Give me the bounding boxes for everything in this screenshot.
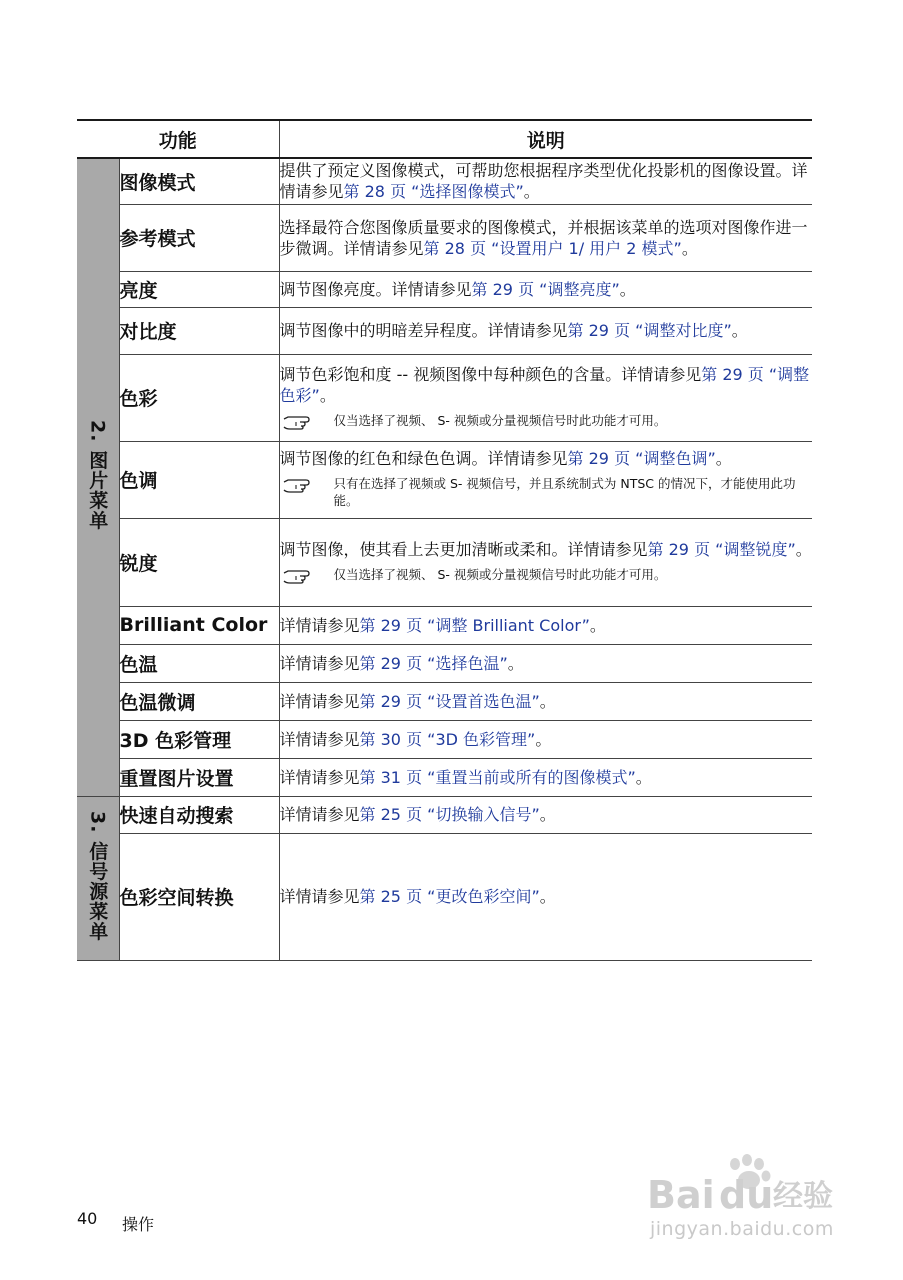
table-row [77, 204, 812, 271]
watermark-logo-cn: 经验 [773, 1179, 833, 1214]
function-name: 对比度 [119, 307, 279, 354]
function-name: 色彩 [119, 354, 279, 441]
function-name: 色温微调 [119, 682, 279, 720]
table-row [77, 796, 812, 833]
table-row [77, 720, 812, 758]
page-reference-link[interactable]: 第 25 页 “更改色彩空间” [359, 887, 540, 906]
watermark-url: jingyan.baidu.com [650, 1218, 834, 1240]
pointing-hand-icon [282, 475, 322, 493]
table-row [77, 758, 812, 796]
page-reference-link[interactable]: 第 30 页 “3D 色彩管理” [359, 729, 536, 749]
page-reference-link[interactable]: 第 29 页 “调整亮度” [471, 279, 620, 299]
function-description: 详情请参见第 29 页 “设置首选色温”。 [279, 682, 812, 720]
function-description: 调节图像亮度。详情请参见第 29 页 “调整亮度”。 [279, 271, 812, 307]
function-name: 3D 色彩管理 [119, 720, 279, 758]
function-description: 调节图像，使其看上去更加清晰或柔和。详情请参见第 29 页 “调整锐度”。 仅当选择了视频、 S- 视频或分量视频信号时此功能才可用。 [279, 518, 812, 606]
page-reference-link[interactable]: 第 29 页 “调整对比度” [567, 321, 732, 340]
function-name: 色彩空间转换 [119, 833, 279, 960]
section-label-source-menu: 3. 信号源菜单 [86, 810, 109, 942]
function-name: 色调 [119, 441, 279, 518]
table-row [77, 158, 812, 204]
function-name: 色温 [119, 644, 279, 682]
table-row [77, 271, 812, 307]
function-description: 调节色彩饱和度 -- 视频图像中每种颜色的含量。详情请参见第 29 页 “调整色彩”。 仅当选择了视频、 S- 视频或分量视频信号时此功能才可用。 [279, 354, 812, 441]
table-row [77, 644, 812, 682]
function-name: 快速自动搜索 [119, 796, 279, 833]
function-description: 详情请参见第 31 页 “重置当前或所有的图像模式”。 [279, 758, 812, 796]
page-reference-link[interactable]: 第 29 页 “调整色彩” [279, 364, 810, 405]
table-row [77, 518, 812, 606]
function-description: 调节图像中的明暗差异程度。详情请参见第 29 页 “调整对比度”。 [279, 307, 812, 354]
function-description: 详情请参见第 30 页 “3D 色彩管理”。 [279, 720, 812, 758]
header-description: 说明 [279, 120, 812, 158]
footer-section-title: 操作 [122, 1215, 155, 1234]
watermark-logo-suffix: du [719, 1173, 774, 1217]
function-description: 详情请参见第 29 页 “选择色温”。 [279, 644, 812, 682]
table-row [77, 682, 812, 720]
function-description: 详情请参见第 29 页 “调整 Brilliant Color”。 [279, 606, 812, 644]
watermark-logo-text: Bai [647, 1173, 715, 1217]
table-row [77, 354, 812, 441]
section-label-picture-menu: 2. 图片菜单 [86, 420, 109, 531]
table-row [77, 606, 812, 644]
page-reference-link[interactable]: 第 29 页 “调整锐度” [647, 539, 796, 559]
function-description: 详情请参见第 25 页 “更改色彩空间”。 [279, 833, 812, 960]
function-note: 仅当选择了视频、 S- 视频或分量视频信号时此功能才可用。 [280, 566, 813, 584]
page-reference-link[interactable]: 第 29 页 “调整 Brilliant Color” [359, 615, 590, 635]
function-name: 图像模式 [119, 158, 279, 204]
page-reference-link[interactable]: 第 29 页 “调整色调” [567, 449, 716, 468]
pointing-hand-icon [282, 566, 322, 584]
function-name: 锐度 [119, 518, 279, 606]
page-number: 40 [77, 1209, 98, 1228]
table-row [77, 441, 812, 518]
function-description: 提供了预定义图像模式，可帮助您根据程序类型优化投影机的图像设置。详情请参见第 28 页 “选择图像模式”。 [279, 158, 812, 204]
function-note: 仅当选择了视频、 S- 视频或分量视频信号时此功能才可用。 [280, 412, 813, 430]
function-name: 亮度 [119, 271, 279, 307]
page-reference-link[interactable]: 第 28 页 “选择图像模式” [343, 182, 524, 202]
function-name: 重置图片设置 [119, 758, 279, 796]
function-description: 调节图像的红色和绿色色调。详情请参见第 29 页 “调整色调”。 只有在选择了视频或 S- 视频信号，并且系统制式为 NTSC 的情况下，才能使用此功能。 [279, 441, 812, 518]
baidu-jingyan-watermark-logo [645, 1150, 845, 1220]
page-reference-link[interactable]: 第 25 页 “切换输入信号” [359, 805, 540, 824]
section-cell-source-menu [77, 796, 119, 960]
page-reference-link[interactable]: 第 28 页 “设置用户 1/ 用户 2 模式” [423, 238, 682, 258]
menu-function-table [77, 119, 812, 961]
section-cell-picture-menu [77, 158, 119, 796]
pointing-hand-icon [282, 412, 322, 430]
function-description: 选择最符合您图像质量要求的图像模式，并根据该菜单的选项对图像作进一步微调。详情请参见第 28 页 “设置用户 1/ 用户 2 模式”。 [279, 204, 812, 271]
table-header-row [77, 120, 812, 158]
page-reference-link[interactable]: 第 29 页 “选择色温” [359, 653, 508, 673]
header-function: 功能 [77, 120, 279, 158]
function-note: 只有在选择了视频或 S- 视频信号，并且系统制式为 NTSC 的情况下，才能使用此功能。 [280, 475, 813, 509]
function-name: Brilliant Color [119, 606, 279, 644]
function-description: 详情请参见第 25 页 “切换输入信号”。 [279, 796, 812, 833]
table-row [77, 833, 812, 960]
page-reference-link[interactable]: 第 29 页 “设置首选色温” [359, 691, 540, 711]
page-reference-link[interactable]: 第 31 页 “重置当前或所有的图像模式” [359, 767, 636, 787]
function-name: 参考模式 [119, 204, 279, 271]
table-row [77, 307, 812, 354]
